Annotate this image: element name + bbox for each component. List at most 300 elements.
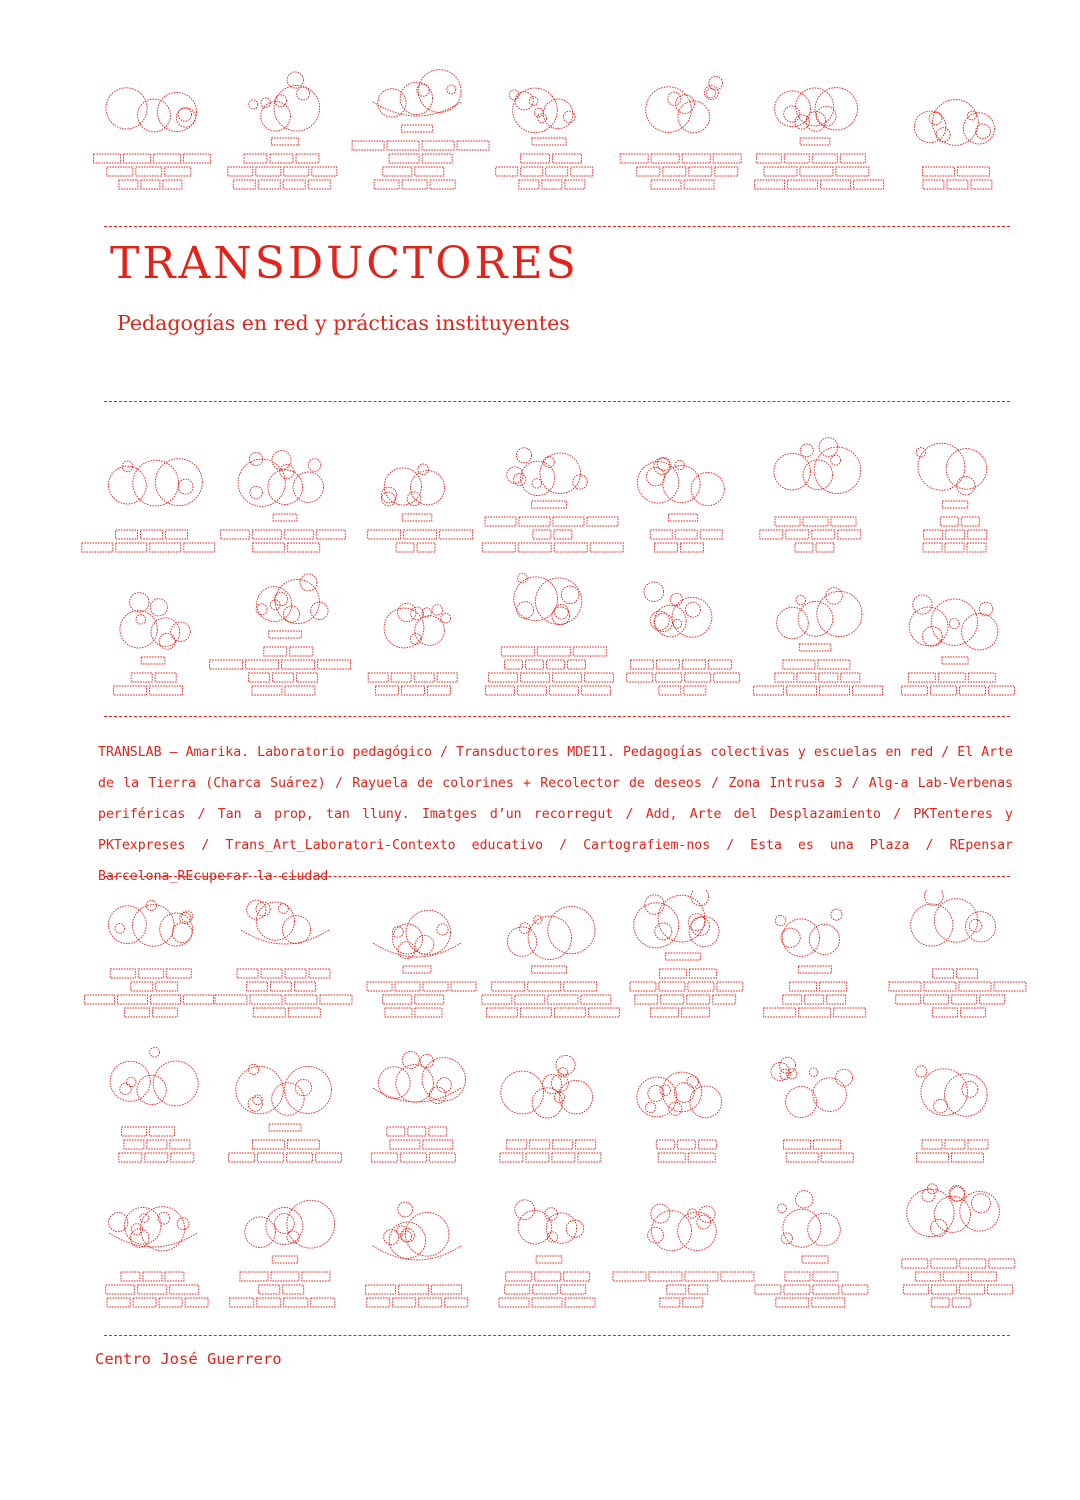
node-rect [755,1285,781,1294]
node-circle [645,895,664,914]
node-rect [764,1008,796,1017]
node-circle [515,92,533,110]
network-diagrams-row-3 [0,568,1080,703]
node-rect [311,1298,335,1307]
node-rect [122,1127,147,1136]
node-rect [946,530,965,539]
node-rect [489,673,518,682]
node-rect [546,167,568,176]
node-circle [831,909,842,920]
network-diagrams-row-5 [0,1035,1080,1170]
node-rect [485,517,516,526]
network-diagram [902,1184,1015,1307]
node-rect [931,1259,957,1268]
node-rect [756,154,781,163]
node-circle [921,1069,968,1116]
node-rect [403,966,431,973]
node-rect [318,660,351,669]
network-diagram [106,1207,208,1307]
node-circle [253,1095,263,1105]
node-rect [496,167,518,176]
node-rect [931,1298,949,1307]
node-rect [553,673,582,682]
node-circle [934,899,977,942]
node-rect [945,1140,965,1149]
node-rect [620,154,648,163]
node-circle [249,1064,259,1074]
node-rect [552,1153,575,1162]
network-diagram [365,1202,467,1307]
node-circle [519,923,530,934]
network-diagram [496,88,593,189]
node-rect [116,530,138,539]
node-rect [630,982,656,991]
node-circle [655,605,687,637]
node-rect [537,647,570,656]
node-rect [568,660,586,669]
node-rect [922,1140,942,1149]
node-rect [270,154,293,163]
node-rect [687,995,710,1004]
node-rect [960,1259,986,1268]
node-circle [401,1231,412,1242]
node-circle [543,99,573,129]
node-rect [797,673,816,682]
node-circle [826,588,843,605]
node-rect [836,167,869,176]
node-rect [367,982,392,991]
node-rect [660,1298,680,1307]
node-rect [889,982,921,991]
node-rect [931,686,957,695]
network-diagram [637,1072,722,1162]
node-circle [966,912,996,942]
network-diagrams-row-1 [0,62,1080,197]
node-rect [637,167,660,176]
node-circle [378,89,406,117]
node-rect [150,1127,175,1136]
node-rect [658,1153,685,1162]
node-rect [526,1153,549,1162]
node-rect [287,1153,313,1162]
node-circle [546,1213,576,1243]
network-diagram [220,451,345,552]
node-rect [269,631,302,638]
node-rect [650,530,672,539]
node-rect [903,1285,928,1294]
network-diagram [760,438,861,552]
node-rect [943,1272,968,1281]
node-circle [924,890,943,905]
node-circle [675,460,684,469]
node-rect [273,514,297,521]
node-rect [256,167,281,176]
node-circle [384,468,421,505]
node-rect [853,686,883,695]
node-circle [514,577,558,621]
node-rect [131,982,153,991]
node-rect [145,1153,168,1162]
node-circle [699,1206,715,1222]
node-circle [402,1051,419,1068]
node-rect [785,1272,810,1281]
network-diagram [902,595,1015,695]
network-diagram [486,573,614,695]
node-rect [296,154,319,163]
node-rect [518,686,547,695]
node-rect [184,154,211,163]
node-rect [790,982,817,991]
node-circle [268,470,303,505]
network-diagram [916,443,987,552]
node-rect [684,180,714,189]
node-rect [961,1008,986,1017]
node-rect [85,995,115,1004]
node-rect [284,167,309,176]
node-rect [786,530,809,539]
node-circle [648,1227,664,1243]
node-rect [395,982,420,991]
node-rect [371,1153,397,1162]
node-circle [648,1085,664,1101]
node-circle [836,1069,853,1086]
node-rect [423,1140,453,1149]
node-circle [382,492,396,506]
node-circle [704,86,718,100]
node-rect [486,686,515,695]
node-rect [417,543,435,552]
network-diagram [620,76,741,189]
network-diagram [771,1057,853,1162]
node-rect [902,1259,928,1268]
node-rect [713,995,736,1004]
node-rect [689,1285,708,1294]
node-rect [840,154,865,163]
network-diagram [637,457,724,552]
node-rect [133,1298,156,1307]
node-rect [414,673,434,682]
node-circle [691,890,709,906]
node-circle [509,90,519,100]
node-circle [398,1202,413,1217]
diagram-row-1 [0,62,1080,197]
diagram-row-2 [0,425,1080,560]
node-circle [949,619,959,629]
node-rect [521,167,543,176]
node-circle [916,1066,927,1077]
node-circle [674,1083,694,1103]
node-circle [775,915,785,925]
node-rect [506,1272,532,1281]
node-rect [754,686,784,695]
node-rect [252,530,281,539]
node-circle [678,101,710,133]
node-rect [387,1127,405,1136]
node-circle [501,1071,544,1114]
node-rect [258,180,280,189]
node-rect [457,141,489,150]
node-circle [652,1211,692,1251]
network-diagram [482,448,623,552]
node-rect [482,995,512,1004]
node-circle [133,460,179,506]
node-circle [532,479,541,488]
node-circle [931,599,977,645]
node-rect [415,995,444,1004]
node-circle [922,1189,935,1202]
node-circle [796,595,806,605]
network-diagram [215,900,352,1017]
node-rect [542,180,562,189]
node-rect [818,660,850,669]
node-circle [934,1196,970,1232]
node-circle [949,1186,965,1202]
node-rect [184,543,215,552]
node-rect [220,530,249,539]
node-circle [177,1218,189,1230]
node-rect [942,501,968,508]
node-circle [136,615,146,625]
node-circle [249,100,258,109]
node-rect [821,180,851,189]
node-circle [670,593,682,605]
node-rect [960,686,986,695]
node-circle [709,76,723,90]
node-rect [390,1140,420,1149]
node-rect [715,167,738,176]
node-rect [590,543,623,552]
node-circle [293,472,323,502]
node-circle [808,1213,841,1246]
node-rect [805,995,824,1004]
node-circle [535,578,581,624]
node-rect [258,1153,284,1162]
node-circle [969,919,982,932]
node-rect [535,1272,561,1281]
node-rect [787,686,817,695]
node-rect [627,673,653,682]
node-rect [250,995,282,1004]
node-rect [391,673,411,682]
node-rect [613,1272,646,1281]
node-circle [655,923,672,940]
node-rect [902,686,928,695]
network-diagram [613,1204,754,1307]
node-rect [400,1153,426,1162]
node-rect [661,995,684,1004]
connector-arc [373,102,461,116]
node-rect [271,1272,299,1281]
node-circle [287,72,303,88]
node-rect [923,180,944,189]
node-rect [554,543,587,552]
node-circle [146,900,156,910]
node-rect [252,1140,284,1149]
node-circle [130,1229,149,1248]
node-rect [422,154,452,163]
page-title: TRANSDUCTORES [110,238,579,289]
node-rect [253,1008,285,1017]
node-rect [385,1008,412,1017]
node-rect [124,1008,149,1017]
node-rect [820,982,847,991]
node-rect [795,543,813,552]
node-rect [713,154,741,163]
node-circle [968,111,977,120]
node-rect [156,982,178,991]
node-rect [675,530,697,539]
node-rect [945,543,964,552]
node-circle [690,1086,722,1118]
node-rect [272,138,299,145]
node-rect [980,995,1005,1004]
node-rect [309,969,330,978]
node-rect [165,1272,184,1281]
node-circle [945,1074,988,1117]
node-rect [284,530,313,539]
diagram-row-4 [0,890,1080,1025]
divider-3 [104,716,1010,717]
node-rect [587,517,618,526]
node-rect [554,1008,585,1017]
node-circle [786,1087,817,1118]
network-diagram [754,588,883,695]
node-rect [655,543,678,552]
node-rect [841,673,860,682]
node-circle [120,1083,131,1094]
node-circle [153,1061,198,1106]
network-diagram [916,1066,988,1162]
node-circle [795,115,809,129]
node-rect [246,660,279,669]
node-circle [115,924,125,934]
node-rect [564,1272,590,1281]
network-diagram [228,72,337,189]
network-diagram [755,1191,868,1307]
node-rect [316,530,345,539]
node-circle [813,1078,847,1112]
node-rect [819,673,838,682]
node-circle [556,1055,575,1074]
network-diagram [229,1064,342,1162]
node-rect [151,995,181,1004]
node-rect [141,530,163,539]
network-diagrams-row-2 [0,425,1080,560]
node-circle [831,455,841,465]
divider-4 [104,876,1010,877]
node-rect [755,180,785,189]
network-diagram [368,464,473,552]
node-rect [387,141,419,150]
node-rect [402,686,425,695]
node-circle [133,905,175,947]
node-rect [170,1140,190,1149]
node-rect [573,647,606,656]
node-rect [184,995,214,1004]
node-circle [396,1065,434,1103]
node-circle [637,1077,677,1117]
node-rect [784,1285,810,1294]
node-rect [170,1285,199,1294]
node-rect [838,530,861,539]
node-rect [252,686,282,695]
node-rect [368,673,388,682]
node-rect [121,1272,140,1281]
node-rect [550,686,579,695]
node-rect [302,1272,330,1281]
node-rect [155,673,176,682]
network-diagram [889,890,1026,1017]
node-rect [813,1285,839,1294]
node-rect [714,673,740,682]
node-rect [764,167,797,176]
node-circle [415,935,434,954]
node-circle [275,579,319,623]
publisher-name: Centro José Guerrero [95,1350,282,1368]
node-circle [782,919,819,956]
node-circle [778,1204,787,1213]
node-rect [282,660,315,669]
node-rect [689,167,712,176]
node-circle [238,459,285,506]
node-rect [783,660,815,669]
node-circle [962,1081,978,1097]
node-circle [308,459,321,472]
node-rect [106,1285,135,1294]
node-circle [405,1213,449,1257]
node-rect [783,995,802,1004]
node-circle [817,591,862,636]
node-rect [760,530,783,539]
node-circle [274,86,320,132]
node-circle [418,70,461,113]
node-rect [784,154,809,163]
node-circle [534,916,542,924]
node-rect [376,686,399,695]
node-circle [787,1069,797,1079]
node-rect [288,543,320,552]
node-circle [663,466,700,503]
node-rect [656,660,679,669]
node-rect [445,1298,468,1307]
node-circle [960,1192,1000,1232]
node-rect [788,180,818,189]
node-rect [500,1153,523,1162]
node-rect [803,517,828,526]
network-diagram [230,1200,335,1307]
node-rect [107,167,133,176]
node-rect [677,1140,695,1149]
node-circle [178,479,193,494]
node-rect [398,1285,428,1294]
node-rect [393,1298,416,1307]
node-rect [141,180,160,189]
node-rect [247,982,268,991]
node-rect [656,673,682,682]
node-rect [308,180,330,189]
node-rect [154,154,181,163]
node-circle [803,460,833,490]
node-rect [820,686,850,695]
node-circle [518,573,528,583]
node-circle [637,462,678,503]
node-rect [526,660,544,669]
node-rect [717,982,743,991]
node-circle [800,444,813,457]
node-circle [297,87,310,100]
network-diagram [914,100,994,190]
node-rect [518,543,551,552]
